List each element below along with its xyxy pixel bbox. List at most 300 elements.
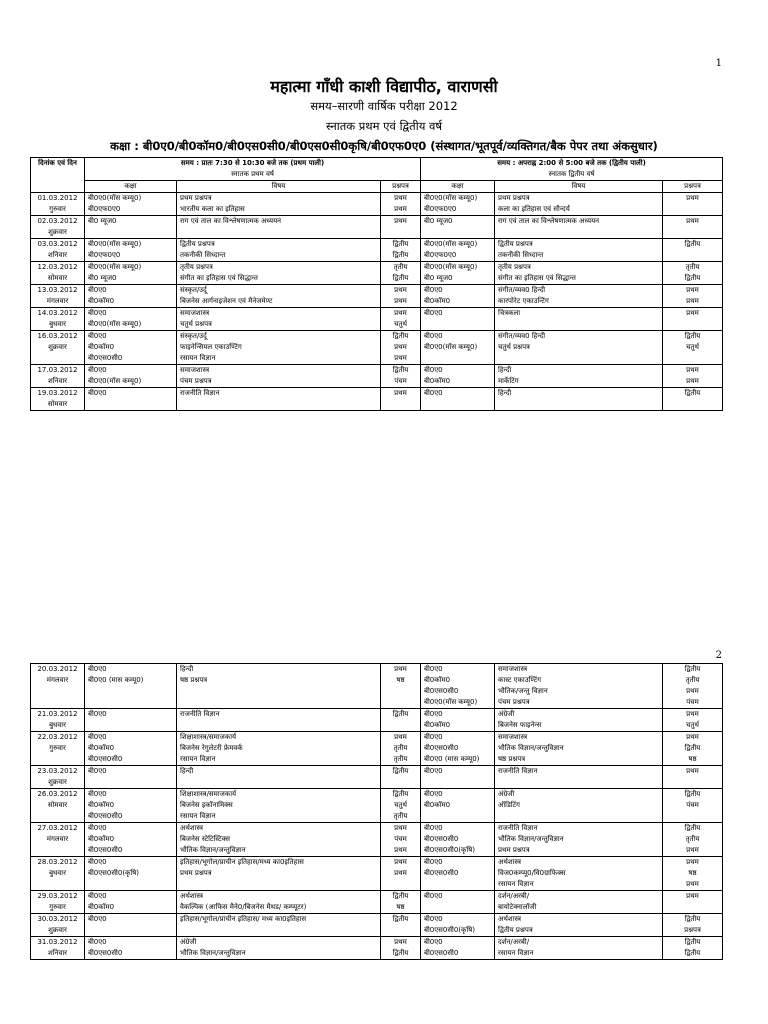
paper-header: प्रश्नपत्र xyxy=(381,181,421,193)
subject-cell-line: इतिहास/भूगोल/प्राचीन इतिहास/ मध्य का0इतिहास xyxy=(180,915,307,923)
class-cell-line: बी0एस0सी0 xyxy=(424,835,459,843)
date-day-cell-line: 03.03.2012 xyxy=(37,240,78,248)
paper-cell xyxy=(381,914,421,937)
class-cell-line: बी0ए0 xyxy=(88,665,107,673)
class-cell-line: बी0ए0 xyxy=(88,389,107,397)
subject-cell-line: भौतिक विज्ञान/जन्तुविज्ञान xyxy=(180,949,246,957)
class-cell-line: बी0ए0 xyxy=(424,332,443,340)
class-cell-line: बी0 म्यूज0 xyxy=(88,217,117,225)
subject-cell-line: चित्रकला xyxy=(498,309,521,317)
class-cell-line: बी0ए0(मॉस कम्यू0) xyxy=(424,698,478,706)
date-day-cell xyxy=(31,823,85,857)
paper-cell-line: द्वितीय xyxy=(392,251,409,259)
subject-cell-line: षष्ठ प्रश्नपत्र xyxy=(180,676,208,684)
paper-cell-line: प्रथम xyxy=(686,710,699,718)
date-day-cell-line: सोमवार xyxy=(47,400,68,408)
table-row xyxy=(31,891,723,914)
paper-cell-line: षष्ठ xyxy=(396,676,405,684)
class-cell-line: बी0ए0 xyxy=(88,938,107,946)
class-cell-line: बी0कॉम0 xyxy=(424,676,451,684)
paper-cell xyxy=(663,388,723,411)
class-cell xyxy=(85,262,177,285)
paper-cell-line: प्रथम xyxy=(686,733,699,741)
class-cell xyxy=(85,239,177,262)
date-day-cell-line: शुक्रवार xyxy=(48,343,67,351)
class-cell-line: बी0ए0 xyxy=(424,733,443,741)
table-row xyxy=(31,216,723,239)
class-cell-line: बी0ए0(मॉस कम्यू0) xyxy=(424,263,478,271)
class-cell-line: बी0एस0सी0(कृषि) xyxy=(424,846,476,854)
paper-cell-line: द्वितीय xyxy=(392,274,409,282)
class-cell xyxy=(421,365,495,388)
subject-cell-line: इतिहास/भूगोल/प्राचीन इतिहास/मध्य का0इतिहास xyxy=(180,858,304,866)
date-day-cell-line: 22.03.2012 xyxy=(37,733,78,741)
class-cell-line: बी0ए0(मॉस कम्यू0) xyxy=(88,263,142,271)
subject-header: विषय xyxy=(177,181,381,193)
class-cell-line: बी0 म्यूज0 xyxy=(424,274,453,282)
subject-cell xyxy=(495,891,663,914)
class-cell xyxy=(85,823,177,857)
class-cell xyxy=(85,709,177,732)
schedule-table xyxy=(30,663,723,960)
paper-cell-line: तृतीय xyxy=(685,835,700,843)
class-cell xyxy=(421,937,495,960)
date-day-cell-line: 30.03.2012 xyxy=(37,915,78,923)
subject-cell xyxy=(495,823,663,857)
paper-cell xyxy=(663,823,723,857)
subject-cell-line: समाजशास्त्र xyxy=(180,366,210,374)
class-cell-line: बी0कॉम0 xyxy=(88,835,115,843)
shift1-header: समय : प्रातः 7:30 से 10:30 बजे तक (प्रथम पाली) स्नातक प्रथम वर्ष xyxy=(85,158,421,181)
date-day-cell xyxy=(31,216,85,239)
date-day-cell-line: बुधवार xyxy=(49,320,66,328)
class-cell-line: बी0कॉम0 xyxy=(88,744,115,752)
paper-cell xyxy=(381,285,421,308)
subject-cell xyxy=(177,262,381,285)
paper-cell-line: प्रथम xyxy=(686,892,699,900)
date-day-cell xyxy=(31,891,85,914)
class-cell-line: बी0ए0 xyxy=(88,915,107,923)
subject-cell-line: शिक्षाशास्त्र/समाजकार्य xyxy=(180,733,237,741)
university-title: महात्मा गाँधी काशी विद्यापीठ, वाराणसी xyxy=(270,77,498,96)
class-cell xyxy=(85,857,177,891)
subject-cell-line: प्रथम प्रश्नपत्र xyxy=(498,846,530,854)
subject-cell-line: अर्थशास्त्र xyxy=(180,824,203,832)
paper-cell-line: पंचम xyxy=(394,377,407,385)
class-cell xyxy=(421,823,495,857)
paper-cell-line: षष्ठ xyxy=(688,869,697,877)
paper-cell xyxy=(381,937,421,960)
paper-cell xyxy=(381,388,421,411)
program-subtitle: स्नातक प्रथम एवं द्वितीय वर्ष xyxy=(325,119,443,133)
paper-cell-line: प्रथम xyxy=(686,767,699,775)
date-day-cell xyxy=(31,709,85,732)
paper-cell-line: प्रथम xyxy=(686,286,699,294)
subject-cell xyxy=(177,823,381,857)
class-cell xyxy=(85,216,177,239)
subject-cell-line: राग एवं ताल का विश्लेषणात्मक अध्ययन xyxy=(180,217,282,225)
subject-cell-line: समाजशास्त्र xyxy=(180,309,210,317)
date-day-cell xyxy=(31,732,85,766)
subject-cell-line: षष्ठ प्रश्नपत्र xyxy=(498,755,526,763)
paper-cell xyxy=(381,709,421,732)
paper-cell xyxy=(663,766,723,789)
subject-cell xyxy=(495,262,663,285)
class-cell-line: बी0ए0 xyxy=(88,858,107,866)
class-cell-line: बी0ए0 xyxy=(88,733,107,741)
paper-cell-line: प्रथम xyxy=(394,354,407,362)
date-day-cell-line: 20.03.2012 xyxy=(37,665,78,673)
subject-cell-line: चतुर्थ प्रश्नपत्र xyxy=(180,320,212,328)
date-day-cell-line: 13.03.2012 xyxy=(37,286,78,294)
class-cell-line: बी0ए0(मॉस कम्यू0) xyxy=(424,240,478,248)
paper-cell-line: पंचम xyxy=(686,698,699,706)
paper-cell-line: प्रथम xyxy=(394,665,407,673)
paper-cell xyxy=(381,823,421,857)
subject-cell-line: फाइनेन्सियल एकाउण्टिंग xyxy=(180,343,242,351)
class-cell xyxy=(421,789,495,823)
subject-cell-line: प्रथम प्रश्नपत्र xyxy=(498,194,530,202)
paper-cell-line: प्रथम xyxy=(394,286,407,294)
table-row xyxy=(31,823,723,857)
class-cell-line: बी0ए0(मॉस कम्यू0) xyxy=(424,194,478,202)
class-cell-line: बी0एफ0ए0 xyxy=(424,205,457,213)
subject-cell-line: कला का इतिहास एवं सौन्दर्य xyxy=(498,205,570,213)
class-cell xyxy=(421,193,495,216)
subject-cell-line: भारतीय कला का इतिहास xyxy=(180,205,245,213)
paper-header: प्रश्नपत्र xyxy=(663,181,723,193)
subject-cell-line: रसायन विज्ञान xyxy=(498,949,534,957)
paper-cell-line: प्रथम xyxy=(394,343,407,351)
paper-cell-line: द्वितीय xyxy=(392,790,409,798)
class-header: कक्षा xyxy=(421,181,495,193)
class-cell-line: बी0ए0 xyxy=(88,892,107,900)
subject-cell-line: रसायन विज्ञान xyxy=(180,812,216,820)
class-cell-line: बी0ए0 xyxy=(424,767,443,775)
class-cell xyxy=(421,239,495,262)
subject-cell-line: अंग्रेजी xyxy=(180,938,197,946)
paper-cell xyxy=(381,664,421,709)
subject-header: विषय xyxy=(495,181,663,193)
class-cell-line: बी0ए0 xyxy=(424,366,443,374)
class-cell-line: बी0ए0 xyxy=(88,286,107,294)
paper-cell-line: द्वितीय xyxy=(392,710,409,718)
paper-cell-line: प्रथम xyxy=(394,938,407,946)
paper-cell xyxy=(663,709,723,732)
subject-cell-line: संगीत का इतिहास एवं सिद्धान्त xyxy=(180,274,258,282)
date-day-cell xyxy=(31,308,85,331)
date-day-cell-line: मंगलवार xyxy=(46,676,69,684)
paper-cell xyxy=(663,914,723,937)
date-day-cell-line: 14.03.2012 xyxy=(37,309,78,317)
paper-cell-line: तृतीय xyxy=(393,812,408,820)
class-cell-line: बी0एफ0ए0 xyxy=(88,251,121,259)
paper-cell xyxy=(663,331,723,365)
subject-cell-line: ऑडिटिंग xyxy=(498,801,521,809)
table-row xyxy=(31,285,723,308)
paper-cell xyxy=(381,732,421,766)
table-row xyxy=(31,857,723,891)
subject-cell-line: संस्कृत/उर्दू xyxy=(180,286,207,294)
subject-cell-line: हिन्दी xyxy=(180,665,194,673)
date-day-cell xyxy=(31,388,85,411)
paper-cell-line: द्वितीय xyxy=(684,665,701,673)
subject-cell-line: द्वितीय प्रश्नपत्र xyxy=(180,240,215,248)
paper-cell xyxy=(381,331,421,365)
subject-cell-line: प्रथम प्रश्नपत्र xyxy=(180,194,212,202)
date-day-cell-line: गुरुवार xyxy=(49,205,66,213)
table-row xyxy=(31,766,723,789)
subject-cell-line: तृतीय प्रश्नपत्र xyxy=(180,263,213,271)
class-cell-line: बी0एस0सी0 xyxy=(424,687,459,695)
paper-cell-line: प्रथम xyxy=(686,366,699,374)
subject-cell xyxy=(177,285,381,308)
class-cell xyxy=(421,388,495,411)
date-day-cell-line: शनिवार xyxy=(47,377,68,385)
paper-cell xyxy=(663,216,723,239)
date-day-cell xyxy=(31,937,85,960)
date-day-cell-line: 28.03.2012 xyxy=(37,858,78,866)
class-cell-line: बी0ए0 (मास कम्यू0) xyxy=(88,676,144,684)
date-day-cell xyxy=(31,262,85,285)
date-day-cell-line: मंगलवार xyxy=(46,835,69,843)
schedule-table xyxy=(30,157,723,411)
paper-cell-line: द्वितीय xyxy=(392,240,409,248)
class-cell-line: बी0ए0(मॉस कम्यू0) xyxy=(424,343,478,351)
date-day-cell-line: सोमवार xyxy=(47,274,68,282)
class-cell-line: बी0ए0 xyxy=(88,824,107,832)
subject-cell-line: हिन्दी xyxy=(180,767,194,775)
paper-cell xyxy=(381,308,421,331)
subject-cell-line: अंग्रेजी xyxy=(498,710,515,718)
class-cell-line: बी0ए0 xyxy=(88,710,107,718)
class-line: कक्षा : बी0ए0/बी0कॉम0/बी0एस0सी0/बी0एस0सी0कृषि/बी0एफ0ए0 (संस्थागत/भूतपूर्व/व्यक्तिगत/बैक पेपर तथा अंकसुधार) xyxy=(110,139,658,153)
subject-cell-line: राजनीति विज्ञान xyxy=(180,710,220,718)
paper-cell xyxy=(663,239,723,262)
paper-cell-line: प्रथम xyxy=(394,869,407,877)
class-cell-line: बी0एफ0ए0 xyxy=(88,205,121,213)
paper-cell xyxy=(663,285,723,308)
date-day-cell xyxy=(31,239,85,262)
paper-cell-line: तृतीय xyxy=(685,263,700,271)
shift2-header: समय : अपराह्न 2:00 से 5:00 बजे तक (द्वितीय पाली) स्नातक द्वितीय वर्ष xyxy=(421,158,723,181)
subject-cell xyxy=(495,766,663,789)
paper-cell-line: चतुर्थ xyxy=(394,801,407,809)
paper-cell-line: प्रथम xyxy=(394,297,407,305)
paper-cell-line: चतुर्थ xyxy=(686,343,699,351)
subject-cell-line: हिन्दी xyxy=(498,366,512,374)
document-page-2 xyxy=(0,640,768,1024)
subject-cell xyxy=(495,285,663,308)
class-cell-line: बी0ए0 xyxy=(424,389,443,397)
subject-cell xyxy=(177,732,381,766)
date-day-cell-line: 01.03.2012 xyxy=(37,194,78,202)
paper-cell xyxy=(663,308,723,331)
class-cell-line: बी0एस0सी0(कृषि) xyxy=(88,869,140,877)
subject-cell xyxy=(177,308,381,331)
subject-cell xyxy=(177,365,381,388)
class-cell xyxy=(85,331,177,365)
subject-cell-line: कास्ट एकाउण्टिंग xyxy=(498,676,542,684)
subject-cell-line: बिजनेस स्टेटिस्टिक्स xyxy=(180,835,231,843)
class-cell-line: बी0एस0सी0 xyxy=(88,949,123,957)
date-day-cell-line: शुक्रवार xyxy=(48,778,67,786)
class-cell-line: बी0ए0 xyxy=(424,915,443,923)
subject-cell-line: समाजशास्त्र xyxy=(498,665,528,673)
date-day-cell xyxy=(31,914,85,937)
subject-cell xyxy=(177,891,381,914)
paper-cell xyxy=(381,262,421,285)
subject-cell-line: बिजनेस आर्गनाइजेशन एवं मैनेजमेण्ट xyxy=(180,297,273,305)
paper-cell-line: प्रथम xyxy=(686,377,699,385)
date-day-cell-line: 16.03.2012 xyxy=(37,332,78,340)
subject-cell-line: समाजशास्त्र xyxy=(498,733,528,741)
table-row xyxy=(31,262,723,285)
class-cell-line: बी0ए0 xyxy=(424,710,443,718)
subject-cell-line: पंचम प्रश्नपत्र xyxy=(498,698,530,706)
subject-cell xyxy=(495,789,663,823)
subject-cell xyxy=(495,331,663,365)
table-row xyxy=(31,365,723,388)
class-cell-line: बी0ए0 xyxy=(424,858,443,866)
schedule-body xyxy=(31,664,723,960)
subject-cell-line: तृतीय प्रश्नपत्र xyxy=(498,263,531,271)
subject-cell xyxy=(495,937,663,960)
paper-cell-line: द्वितीय xyxy=(684,274,701,282)
date-day-header: दिनांक एवं दिन xyxy=(31,158,85,193)
table-row xyxy=(31,664,723,709)
class-cell xyxy=(85,308,177,331)
paper-cell xyxy=(663,664,723,709)
subject-cell xyxy=(495,732,663,766)
class-cell-line: बी0ए0 xyxy=(424,286,443,294)
subject-cell xyxy=(177,766,381,789)
subject-cell-line: राग एवं ताल का विश्लेषणात्मक अध्ययन xyxy=(498,217,600,225)
class-cell xyxy=(421,664,495,709)
subject-cell xyxy=(495,388,663,411)
paper-cell xyxy=(663,365,723,388)
paper-cell xyxy=(381,857,421,891)
paper-cell xyxy=(663,891,723,914)
subject-cell xyxy=(495,239,663,262)
date-day-cell-line: 21.03.2012 xyxy=(37,710,78,718)
subject-cell xyxy=(495,308,663,331)
paper-cell-line: तृतीय xyxy=(393,755,408,763)
class-cell xyxy=(85,193,177,216)
class-cell xyxy=(421,891,495,914)
class-cell-line: बी0ए0(मॉस कम्यू0) xyxy=(88,377,142,385)
class-cell xyxy=(85,365,177,388)
paper-cell xyxy=(663,262,723,285)
subject-cell xyxy=(177,709,381,732)
table-row xyxy=(31,732,723,766)
subject-cell xyxy=(495,664,663,709)
date-day-cell-line: 29.03.2012 xyxy=(37,892,78,900)
date-day-cell xyxy=(31,365,85,388)
table-row xyxy=(31,789,723,823)
date-day-cell-line: 02.03.2012 xyxy=(37,217,78,225)
date-day-cell-line: गुरुवार xyxy=(49,903,66,911)
subject-cell-line: दर्शन/अरबी/ xyxy=(498,892,530,900)
class-cell-line: बी0एस0सी0 xyxy=(424,949,459,957)
page-number: 2 xyxy=(715,650,722,661)
subject-cell-line: अर्थशास्त्र xyxy=(180,892,203,900)
paper-cell-line: द्वितीय xyxy=(684,744,701,752)
subject-cell-line: भौतिक/जन्तु विज्ञान xyxy=(498,687,548,695)
paper-cell-line: प्रथम xyxy=(394,194,407,202)
date-day-cell-line: शुक्रवार xyxy=(48,926,67,934)
class-cell-line: बी0ए0 xyxy=(88,767,107,775)
class-cell xyxy=(85,891,177,914)
paper-cell-line: प्रथम xyxy=(394,309,407,317)
date-day-cell-line: बुधवार xyxy=(49,721,66,729)
date-day-cell xyxy=(31,789,85,823)
date-day-cell-line: 23.03.2012 xyxy=(37,767,78,775)
subject-cell-line: हिन्दी xyxy=(498,389,512,397)
subject-cell-line: संगीत/व्यव0 हिन्दी xyxy=(498,332,546,340)
table-row xyxy=(31,331,723,365)
paper-cell xyxy=(663,789,723,823)
class-cell xyxy=(85,789,177,823)
paper-cell-line: षष्ठ xyxy=(396,903,405,911)
class-cell-line: बी0ए0 xyxy=(88,309,107,317)
paper-cell-line: द्वितीय xyxy=(684,915,701,923)
date-day-cell-line: बुधवार xyxy=(49,869,66,877)
date-day-cell-line: 26.03.2012 xyxy=(37,790,78,798)
class-cell xyxy=(421,766,495,789)
table-row xyxy=(31,709,723,732)
paper-cell-line: चतुर्थ xyxy=(686,721,699,729)
class-cell-line: बी0ए0 xyxy=(424,892,443,900)
subject-cell-line: रसायन विज्ञान xyxy=(498,880,534,888)
subject-cell-line: तकनीकी सिध्दान्त xyxy=(498,251,544,259)
subject-cell-line: रसायन विज्ञान xyxy=(180,755,216,763)
date-day-cell-line: शनिवार xyxy=(47,251,68,259)
subject-cell xyxy=(495,365,663,388)
subject-cell-line: राजनीति विज्ञान xyxy=(180,389,220,397)
subject-cell-line: बिजनेस रेगुलेटरी फ्रेमवर्क xyxy=(180,744,243,752)
paper-cell-line: प्रथम xyxy=(394,205,407,213)
subject-cell-line: चतुर्थ प्रश्नपत्र xyxy=(498,343,530,351)
class-cell xyxy=(85,766,177,789)
paper-cell-line: प्रथम xyxy=(686,309,699,317)
paper-cell-line: पंचम xyxy=(394,835,407,843)
class-cell xyxy=(85,914,177,937)
date-day-cell-line: शनिवार xyxy=(47,949,68,957)
subject-cell xyxy=(177,388,381,411)
paper-cell-line: प्रथम xyxy=(686,846,699,854)
class-cell-line: बी0ए0 xyxy=(424,665,443,673)
subject-cell xyxy=(495,709,663,732)
paper-cell-line: प्रथम xyxy=(686,880,699,888)
subject-cell-line: द्वितीय प्रश्नपत्र xyxy=(498,926,533,934)
class-cell-line: बी0ए0 xyxy=(88,790,107,798)
paper-cell-line: प्रथम xyxy=(394,217,407,225)
paper-cell xyxy=(663,857,723,891)
table-row xyxy=(31,193,723,216)
paper-cell xyxy=(663,732,723,766)
class-cell xyxy=(421,857,495,891)
subject-cell xyxy=(495,216,663,239)
paper-cell-line: द्वितीय xyxy=(684,824,701,832)
paper-cell-line: प्रथम xyxy=(394,846,407,854)
paper-cell-line: प्रथम xyxy=(686,217,699,225)
class-cell-line: बी0ए0 xyxy=(424,790,443,798)
subject-cell xyxy=(177,216,381,239)
paper-cell-line: द्वितीय xyxy=(684,790,701,798)
subject-cell-line: रसायन विज्ञान xyxy=(180,354,216,362)
paper-cell-line: द्वितीय xyxy=(684,949,701,957)
